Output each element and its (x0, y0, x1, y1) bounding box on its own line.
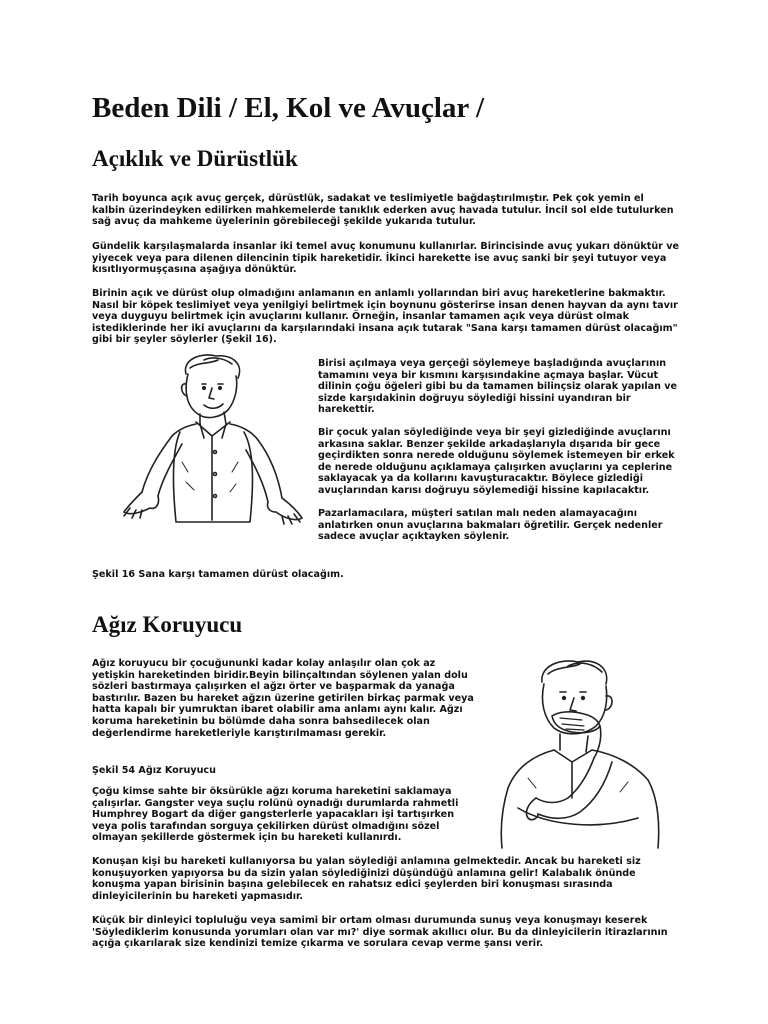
section-heading-openness: Açıklık ve Dürüstlük (92, 146, 298, 171)
page-title: Beden Dili / El, Kol ve Avuçlar / (92, 92, 485, 124)
paragraph: Pazarlamacılara, müşteri satılan malı neden alamayacağını anlatırken onun avuçlarına bakmaları öğretilir. Gerçek nedenler sadece avuçlar açıktayken söylenir. (318, 508, 663, 543)
paragraph: Birinin açık ve dürüst olup olmadığını anlamanın en anlamlı yollarından biri avuç hareketlerine bakmaktır. Nasıl bir köpek teslimiyet veya yenilgiyi belirtmek için boynunu gösterirse insan denen hayvan da aynı tavır veya duyguyu belirtmek için avuçlarını kullanır. Örneğin, insanlar tamamen açık veya dürüst olmak istediklerinde her iki avuçlarını da karşılarındaki insana açık tutarak "Sana karşı tamamen dürüst olacağım" gibi bir şeyler söylerler (Şekil 16). (92, 288, 678, 346)
hand-over-mouth-man-icon (488, 658, 668, 850)
figure-caption: Şekil 54 Ağız Koruyucu (92, 765, 216, 776)
paragraph: Çoğu kimse sahte bir öksürükle ağzı koruma hareketini saklamaya çalışırlar. Gangster veya suçlu rolünü oynadığı durumlarda rahmetli Humphrey Bogart da diğer gangsterlerle yapacakları işi tartışırken veya polis tarafından sorguya çekilirken dürüst olmadığını sözel olmayan şekillerde göstermek için bu hareketi kullanırdı. (92, 786, 459, 844)
paragraph: Tarih boyunca açık avuç gerçek, dürüstlük, sadakat ve teslimiyetle bağdaştırılmıştır. Pek çok yemin el kalbin üzerindeyken edilirken mahkemelerde tanıklık ederken avuç havada tutulur. İncil sol elde tutulurken sağ avuç da mahkeme üyelerinin görebileceği şekilde yukarıda tutulur. (92, 193, 674, 228)
paragraph: Ağız koruyucu bir çocuğununki kadar kolay anlaşılır olan çok az yetişkin hareketinden biridir.Beyin bilinçaltından söylenen yalan dolu sözleri bastırmaya çalışırken el ağzı örter ve başparmak da yanağa bastırılır. Bazen bu hareket ağzın üzerine getirilen birkaç parmak veya hatta kapalı bir yumruktan ibaret olabilir ama anlamı aynı kalır. Ağzı koruma hareketinin bu bölümde daha sonra bahsedilecek olan değerlendirme hareketleriyle karıştırılmaması gerekir. (92, 658, 474, 739)
figure-mouth-guard-illustration (488, 658, 668, 850)
paragraph: Konuşan kişi bu hareketi kullanıyorsa bu yalan söylediği anlamına gelmektedir. Ancak bu hareketi siz konuşuyorken yapıyorsa bu da sizin yalan söylediğinizi düşündüğü anlamına gelir! Kalabalık önünde konuşma yapan birisinin başına gelebilecek en rahatsız edici şeylerden biri konuşması sırasında dinleyicilerinin bu hareketi yapmasıdır. (92, 856, 641, 902)
open-palms-man-icon (120, 352, 305, 542)
paragraph: Gündelik karşılaşmalarda insanlar iki temel avuç konumunu kullanırlar. Birincisinde avuç yukarı dönüktür ve yiyecek veya para dilenen dilencinin tipik hareketidir. İkinci harekette ise avuç sanki bir şeyi tutuyor veya kısıtlıyormuşçasına aşağıya dönüktür. (92, 241, 679, 276)
figure-open-palms-illustration (120, 352, 305, 542)
paragraph: Birisi açılmaya veya gerçeği söylemeye başladığında avuçlarının tamamını veya bir kısmını karşısındakine açmaya başlar. Vücut dilinin çoğu öğeleri gibi bu da tamamen bilinçsiz olarak yapılan ve sizde karşıdakinin doğruyu söylediği hissini uyandıran bir harekettir. (318, 358, 678, 416)
paragraph: Bir çocuk yalan söylediğinde veya bir şeyi gizlediğinde avuçlarını arkasına saklar. Benzer şekilde arkadaşlarıyla dışarıda bir gece geçirdikten sonra nerede olduğunu söylemek istemeyen bir erkek de nerede olduğunu açıklamaya çalışırken avuçlarını ya ceplerine saklayacak ya da kollarını kavuşturacaktır. Böylece gizlediği avuçlarından karısı doğruyu söylemediği hissine kapılacaktır. (318, 427, 675, 496)
figure-caption: Şekil 16 Sana karşı tamamen dürüst olacağım. (92, 569, 344, 580)
section-heading-mouth-guard: Ağız Koruyucu (92, 612, 243, 637)
paragraph: Küçük bir dinleyici topluluğu veya samimi bir ortam olması durumunda sunuş veya konuşmayı keserek 'Söylediklerim konusunda yorumları olan var mı?' diye sormak akıllıcı olur. Bu da dinleyicilerin itirazlarının açığa çıkarılarak size kendinizi temize çıkarma ve sorulara cevap verme şansı verir. (92, 915, 668, 950)
